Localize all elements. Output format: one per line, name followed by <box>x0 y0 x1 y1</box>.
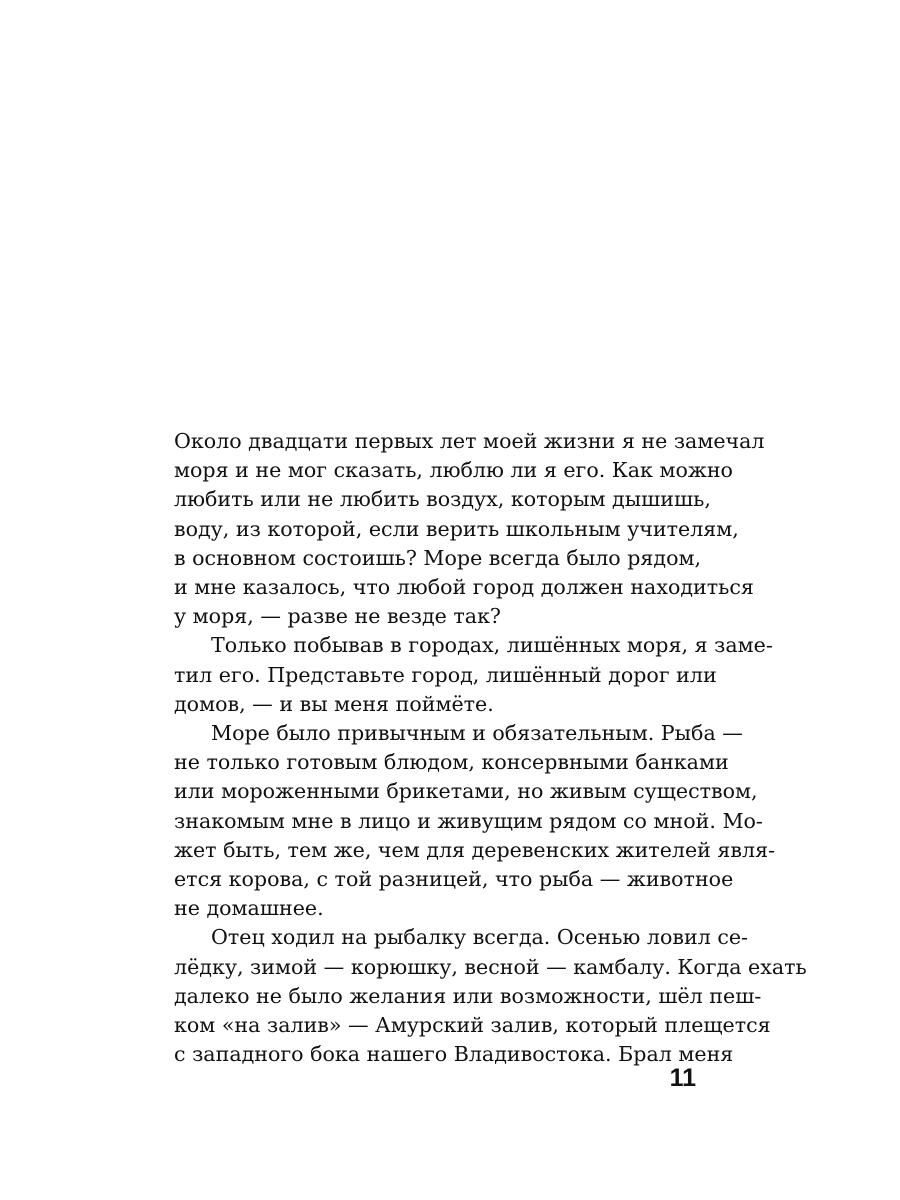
text-line: домов, — и вы меня поймёте. <box>174 691 494 716</box>
text-line: ком «на залив» — Амурский залив, который плещется <box>174 1013 771 1038</box>
text-line: у моря, — разве не везде так? <box>174 604 501 629</box>
text-line: моря и не мог сказать, люблю ли я его. Как можно <box>174 458 733 483</box>
text-line: знакомым мне в лицо и живущим рядом со мной. Мо- <box>174 808 763 833</box>
text-line: Около двадцати первых лет моей жизни я не замечал <box>174 429 765 453</box>
paragraph-4 <box>174 923 807 1069</box>
text-line: лёдку, зимой — корюшку, весной — камбалу. Когда ехать <box>174 954 807 979</box>
page-number: 11 <box>669 1064 696 1092</box>
paragraph-2 <box>174 631 773 719</box>
paragraph-1 <box>174 427 765 631</box>
text-line: ется корова, с той разницей, что рыба — животное <box>174 867 734 892</box>
text-line: и мне казалось, что любой город должен находиться <box>174 575 754 600</box>
text-line: Отец ходил на рыбалку всегда. Осенью ловил се- <box>211 925 748 950</box>
body-text <box>174 427 807 1069</box>
text-line: далеко не было желания или возможности, шёл пеш- <box>174 983 762 1008</box>
text-line: в основном состоишь? Море всегда было рядом, <box>174 545 702 570</box>
text-line: не только готовым блюдом, консервными банками <box>174 750 729 775</box>
text-line: Только побывав в городах, лишённых моря, я заме- <box>211 633 773 658</box>
text-line: с западного бока нашего Владивостока. Брал меня <box>174 1042 734 1067</box>
text-line: или мороженными брикетами, но живым существом, <box>174 779 758 804</box>
text-line: тил его. Представьте город, лишённый дорог или <box>174 662 717 687</box>
text-line: не домашнее. <box>174 896 324 921</box>
paragraph-3 <box>174 719 776 923</box>
text-line: любить или не любить воздух, которым дышишь, <box>174 487 711 512</box>
text-line: воду, из которой, если верить школьным учителям, <box>174 516 739 541</box>
text-line: жет быть, тем же, чем для деревенских жителей явля- <box>174 837 776 862</box>
text-line: Море было привычным и обязательным. Рыба — <box>211 721 743 746</box>
